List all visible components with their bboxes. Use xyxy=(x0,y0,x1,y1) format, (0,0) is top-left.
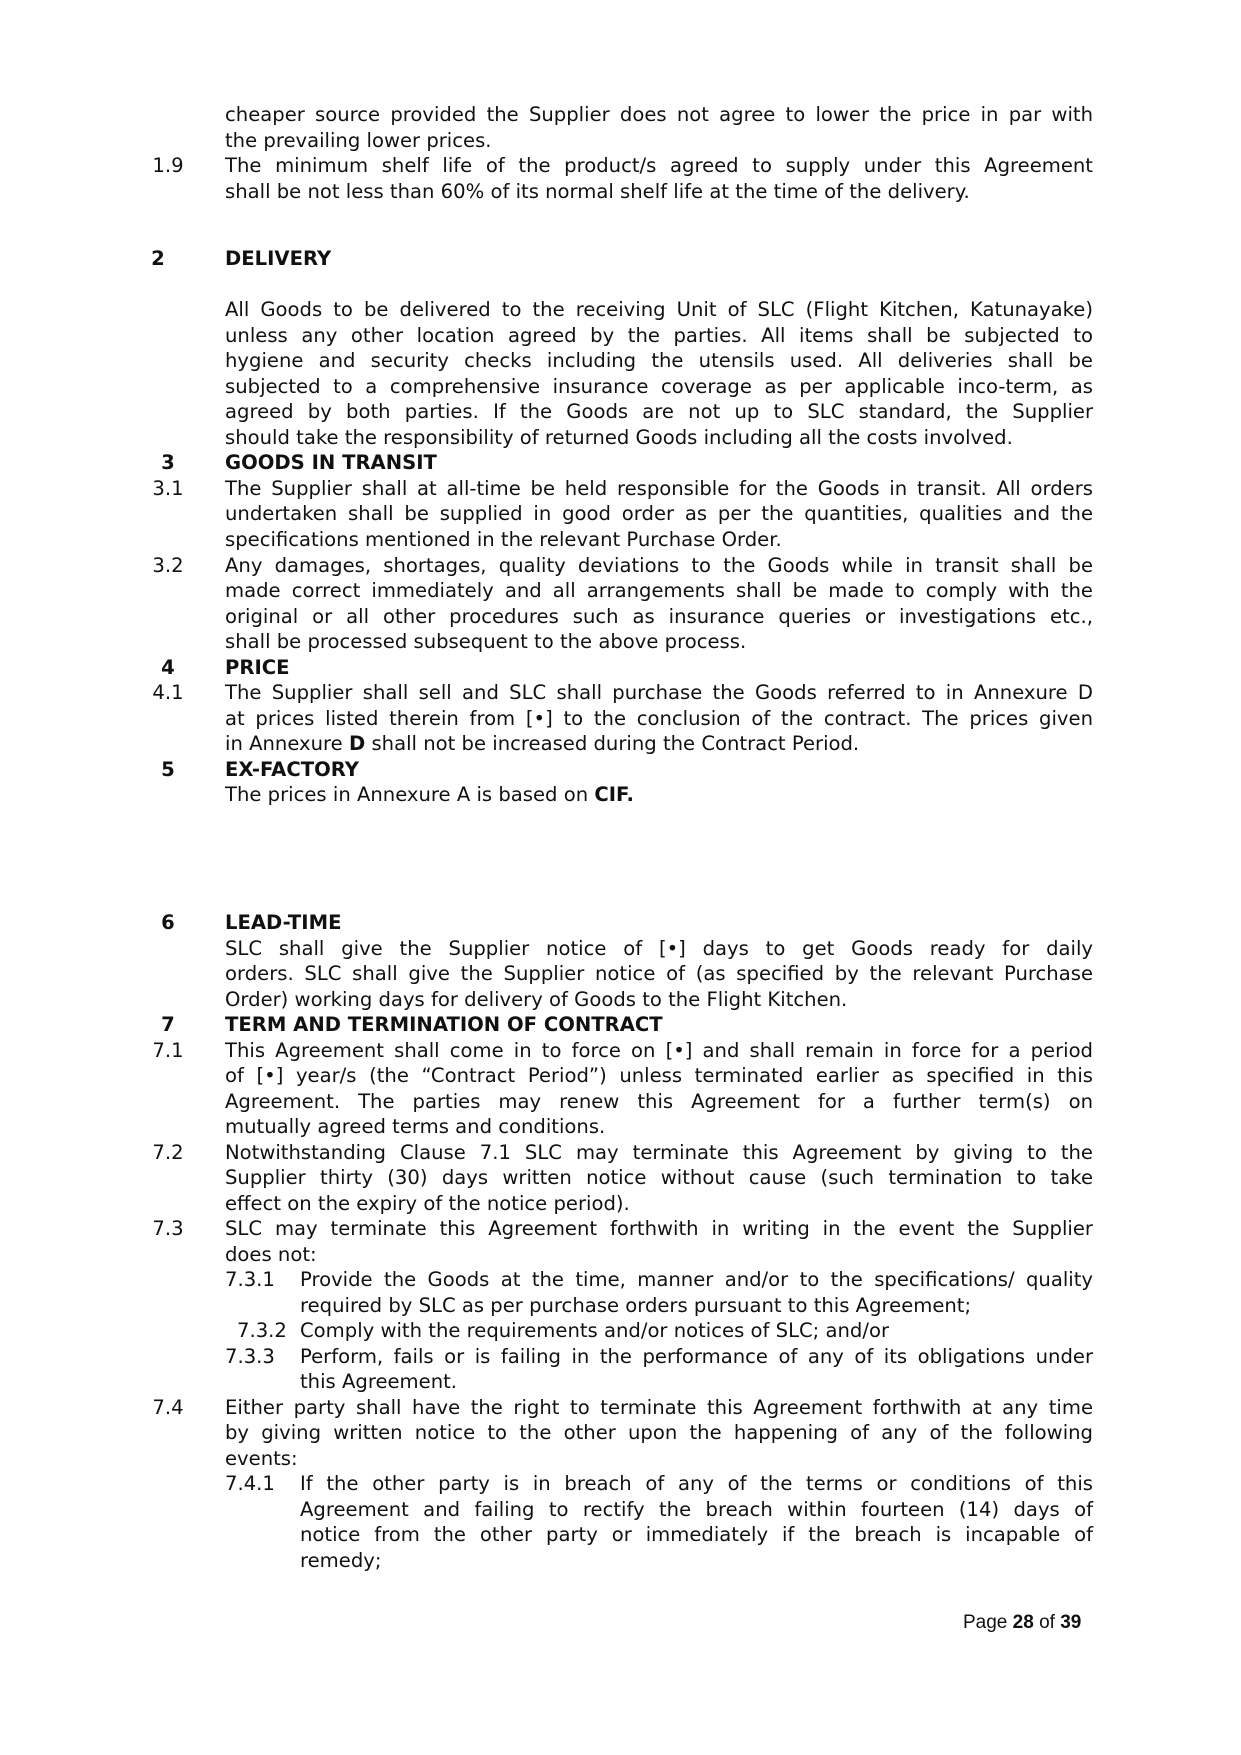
body-line: This Agreement shall come in to force on [•] and shall remain in force for a period xyxy=(225,1039,1093,1062)
body-line: undertaken shall be supplied in good order as per the quantities, qualities and the xyxy=(225,502,1093,525)
body-line: The minimum shelf life of the product/s agreed to supply under this Agreement xyxy=(225,154,1093,177)
body-line: should take the responsibility of returned Goods including all the costs involved. xyxy=(225,426,1013,449)
body-line: Order) working days for delivery of Goods to the Flight Kitchen. xyxy=(225,988,848,1011)
section-number: 6 xyxy=(161,911,175,934)
subclause-number: 7.3.1 xyxy=(225,1268,275,1291)
body-line: Notwithstanding Clause 7.1 SLC may terminate this Agreement by giving to the xyxy=(225,1141,1093,1164)
clause-number: 4.1 xyxy=(152,681,184,704)
section-heading: TERM AND TERMINATION OF CONTRACT xyxy=(225,1013,663,1036)
body-line: Provide the Goods at the time, manner and/or to the specifications/ quality xyxy=(300,1268,1093,1291)
body-line: required by SLC as per purchase orders pursuant to this Agreement; xyxy=(300,1294,972,1317)
clause-number: 7.4 xyxy=(152,1396,184,1419)
body-line: in Annexure D shall not be increased during the Contract Period. xyxy=(225,732,860,755)
body-line: Agreement and failing to rectify the breach within fourteen (14) days of xyxy=(300,1498,1093,1521)
body-line: The Supplier shall at all-time be held responsible for the Goods in transit. All orders xyxy=(225,477,1093,500)
body-line: this Agreement. xyxy=(300,1370,458,1393)
clause-number: 3.1 xyxy=(152,477,184,500)
body-line: shall be processed subsequent to the above process. xyxy=(225,630,747,653)
page-number: Page 28 of 39 xyxy=(963,1612,1082,1633)
body-line: Supplier thirty (30) days written notice without cause (such termination to take xyxy=(225,1166,1093,1189)
body-line: orders. SLC shall give the Supplier notice of (as specified by the relevant Purchase xyxy=(225,962,1093,985)
clause-number: 7.2 xyxy=(152,1141,184,1164)
body-line: mutually agreed terms and conditions. xyxy=(225,1115,606,1138)
body-line: SLC may terminate this Agreement forthwith in writing in the event the Supplier xyxy=(225,1217,1093,1240)
section-number: 3 xyxy=(161,451,175,474)
body-line: The prices in Annexure A is based on CIF. xyxy=(225,783,634,806)
body-line: hygiene and security checks including the utensils used. All deliveries shall be xyxy=(225,349,1093,372)
clause-number: 7.1 xyxy=(152,1039,184,1062)
body-line: does not: xyxy=(225,1243,317,1266)
section-heading: GOODS IN TRANSIT xyxy=(225,451,437,474)
body-line: notice from the other party or immediately if the breach is incapable of xyxy=(300,1523,1093,1546)
subclause-number: 7.3.3 xyxy=(225,1345,275,1368)
body-line: subjected to a comprehensive insurance coverage as per applicable inco-term, as xyxy=(225,375,1093,398)
body-line: Any damages, shortages, quality deviations to the Goods while in transit shall be xyxy=(225,554,1093,577)
body-line: made correct immediately and all arrangements shall be made to comply with the xyxy=(225,579,1093,602)
body-line: the prevailing lower prices. xyxy=(225,129,492,152)
body-line: The Supplier shall sell and SLC shall purchase the Goods referred to in Annexure D xyxy=(225,681,1093,704)
clause-number: 7.3 xyxy=(152,1217,184,1240)
body-line: Perform, fails or is failing in the performance of any of its obligations under xyxy=(300,1345,1093,1368)
body-line: All Goods to be delivered to the receiving Unit of SLC (Flight Kitchen, Katunayake) xyxy=(225,298,1093,321)
body-line: remedy; xyxy=(300,1549,382,1572)
section-number: 7 xyxy=(161,1013,175,1036)
body-line: If the other party is in breach of any of the terms or conditions of this xyxy=(300,1472,1093,1495)
section-number: 2 xyxy=(151,247,165,270)
body-line: SLC shall give the Supplier notice of [•] days to get Goods ready for daily xyxy=(225,937,1093,960)
body-line: original or all other procedures such as insurance queries or investigations etc., xyxy=(225,605,1093,628)
body-line: by giving written notice to the other upon the happening of any of the following xyxy=(225,1421,1093,1444)
body-line: Either party shall have the right to terminate this Agreement forthwith at any time xyxy=(225,1396,1093,1419)
section-heading: LEAD-TIME xyxy=(225,911,342,934)
body-line: agreed by both parties. If the Goods are not up to SLC standard, the Supplier xyxy=(225,400,1093,423)
body-line: Comply with the requirements and/or notices of SLC; and/or xyxy=(300,1319,889,1342)
section-heading: DELIVERY xyxy=(225,247,332,270)
subclause-number: 7.4.1 xyxy=(225,1472,275,1495)
body-line: events: xyxy=(225,1447,298,1470)
clause-number: 3.2 xyxy=(152,554,184,577)
section-heading: EX-FACTORY xyxy=(225,758,359,781)
clause-number: 1.9 xyxy=(152,154,184,177)
section-number: 5 xyxy=(161,758,175,781)
subclause-number: 7.3.2 xyxy=(237,1319,287,1342)
body-line: of [•] year/s (the “Contract Period”) unless terminated earlier as specified in this xyxy=(225,1064,1093,1087)
section-number: 4 xyxy=(161,656,175,679)
section-heading: PRICE xyxy=(225,656,290,679)
body-line: specifications mentioned in the relevant Purchase Order. xyxy=(225,528,782,551)
body-line: at prices listed therein from [•] to the conclusion of the contract. The prices given xyxy=(225,707,1093,730)
body-line: shall be not less than 60% of its normal shelf life at the time of the delivery. xyxy=(225,180,970,203)
body-line: effect on the expiry of the notice period). xyxy=(225,1192,630,1215)
body-line: unless any other location agreed by the parties. All items shall be subjected to xyxy=(225,324,1093,347)
body-line: Agreement. The parties may renew this Agreement for a further term(s) on xyxy=(225,1090,1093,1113)
body-line: cheaper source provided the Supplier does not agree to lower the price in par with xyxy=(225,103,1093,126)
